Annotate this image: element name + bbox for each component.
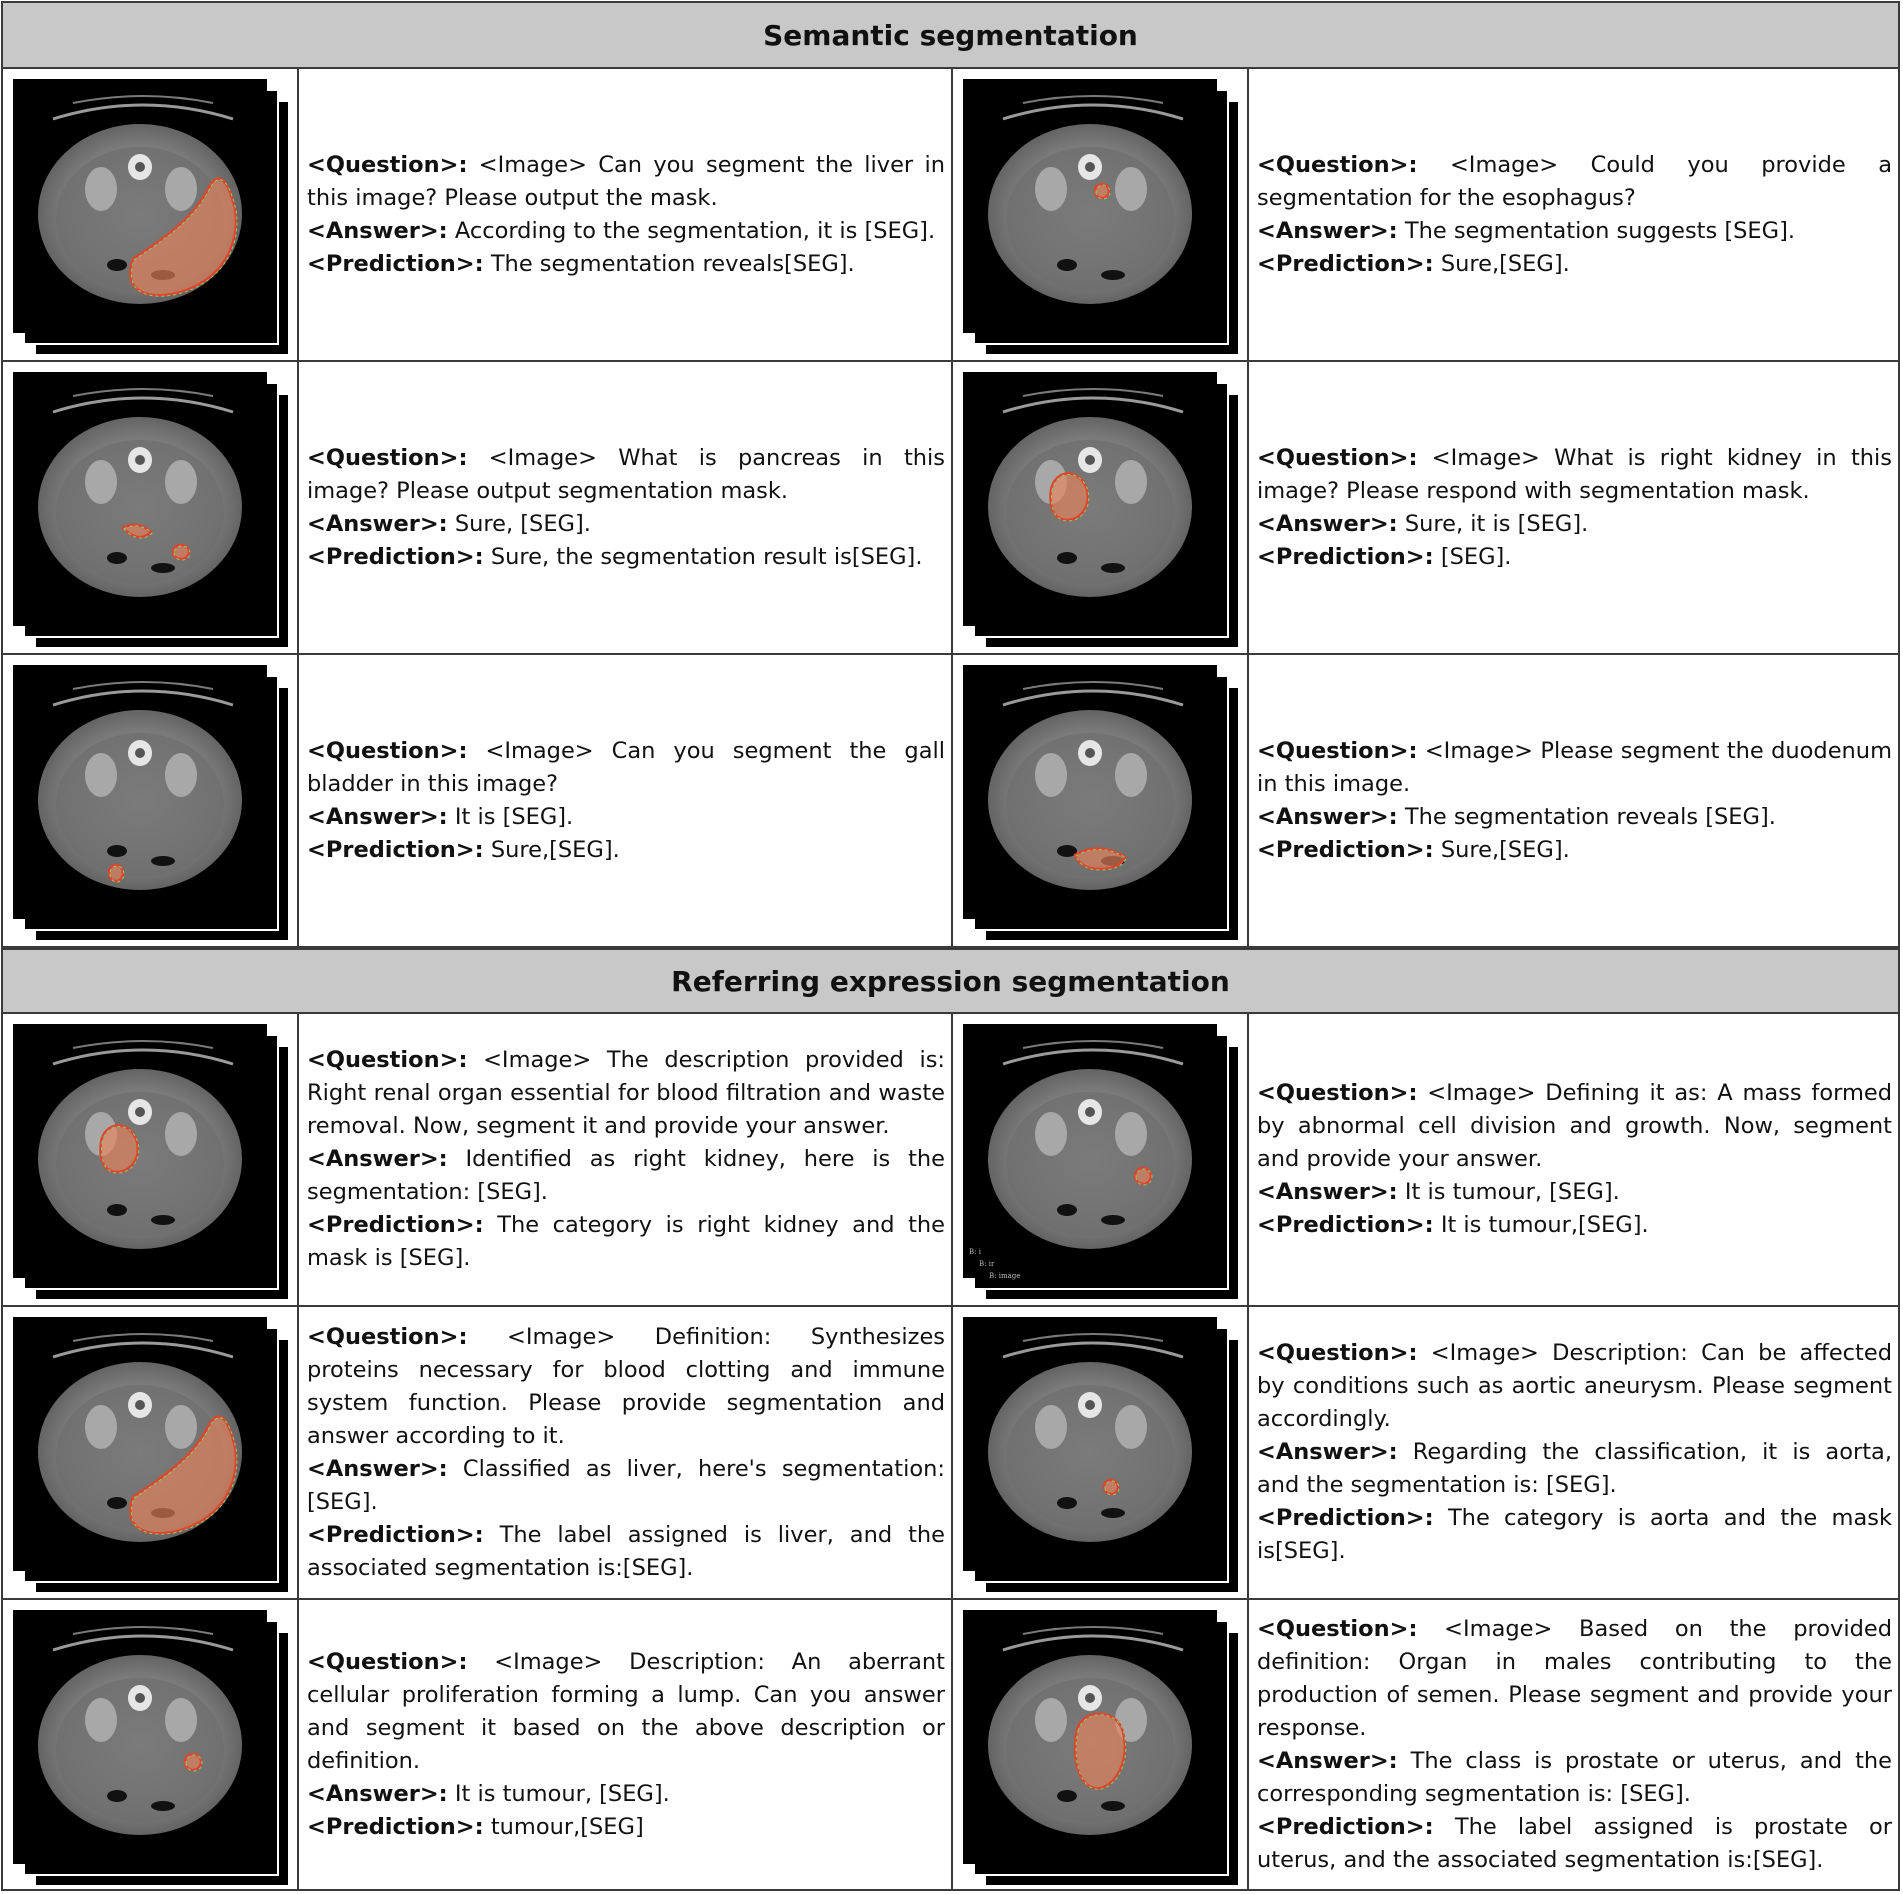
gas-pocket xyxy=(1057,552,1077,564)
prediction-label: <Prediction>: xyxy=(1257,1813,1434,1840)
question-label: <Question>: xyxy=(307,1648,468,1675)
example-row xyxy=(3,1307,1898,1600)
answer-text: It is [SEG]. xyxy=(454,803,574,830)
question-text: <Image> Description: Can be affected by conditions such as aortic aneurysm. Please segment accordingly. xyxy=(1257,1340,1892,1432)
spinal-canal xyxy=(1085,1400,1095,1410)
question-text: <Image> Please segment the duodenum in this image. xyxy=(1257,737,1892,797)
answer-text: It is tumour, [SEG]. xyxy=(454,1780,670,1807)
scan-cell xyxy=(953,1014,1249,1305)
question-text: <Image> Defining it as: A mass formed by abnormal cell division and growth. Now, segment and provide your answer. xyxy=(1257,1080,1892,1172)
kidney-left xyxy=(1035,1405,1067,1449)
prediction-text: [SEG]. xyxy=(1440,543,1512,570)
question-text: <Image> Description: An aberrant cellular proliferation forming a lump. Can you answer and segment it based on the above description or definition. xyxy=(307,1648,945,1774)
question-label: <Question>: xyxy=(307,1323,468,1350)
scan-overlay-label: B: i xyxy=(969,1248,981,1256)
prediction-text: It is tumour,[SEG]. xyxy=(1440,1212,1649,1238)
answer-label: <Answer>: xyxy=(1257,1439,1398,1465)
kidney-right xyxy=(1115,1112,1147,1156)
kidney-left xyxy=(85,460,117,504)
answer-label: <Answer>: xyxy=(307,1146,448,1172)
example-row xyxy=(3,655,1898,948)
prediction-text: The category is aorta and the mask is[SEG]. xyxy=(1257,1505,1892,1564)
figure-table xyxy=(1,1,1900,1891)
prediction-label: <Prediction>: xyxy=(307,1212,484,1238)
kidney-left xyxy=(85,167,117,211)
kidney-left xyxy=(1035,1112,1067,1156)
question-label: <Question>: xyxy=(307,444,468,471)
ct-scan-image-tumour xyxy=(963,1024,1239,1300)
kidney-right xyxy=(165,1698,197,1742)
kidney-right xyxy=(1115,167,1147,211)
answer-text: The class is prostate or uterus, and the corresponding segmentation is: [SEG]. xyxy=(1257,1747,1893,1807)
gas-pocket xyxy=(107,1204,127,1216)
ct-scan-image-liver xyxy=(13,1317,289,1593)
scan-cell xyxy=(3,1014,299,1305)
example-row xyxy=(3,362,1898,655)
prediction-label: <Prediction>: xyxy=(307,836,484,863)
spinal-canal xyxy=(135,162,145,172)
spinal-canal xyxy=(1085,455,1095,465)
prediction-text: The segmentation reveals[SEG]. xyxy=(490,250,855,277)
kidney-right xyxy=(1115,460,1147,504)
answer-label: <Answer>: xyxy=(1257,1179,1398,1205)
qa-cell xyxy=(1249,655,1898,946)
prediction-label: <Prediction>: xyxy=(307,543,484,570)
kidney-right xyxy=(1115,753,1147,797)
qa-text xyxy=(307,149,945,281)
ct-scan-image-prostate xyxy=(963,1610,1239,1886)
qa-text xyxy=(1257,1077,1892,1242)
section-title-referring: Referring expression segmentation xyxy=(3,948,1898,1014)
answer-label: <Answer>: xyxy=(307,217,448,244)
gas-pocket xyxy=(151,1215,175,1225)
question-label: <Question>: xyxy=(1257,1080,1418,1106)
gas-pocket xyxy=(107,259,127,271)
question-label: <Question>: xyxy=(1257,1615,1418,1642)
prediction-text: Sure,[SEG]. xyxy=(1440,836,1570,863)
qa-cell xyxy=(299,655,953,946)
prediction-label: <Prediction>: xyxy=(1257,1212,1434,1238)
qa-cell xyxy=(1249,69,1898,360)
prediction-text: Sure,[SEG]. xyxy=(490,836,620,863)
example-row xyxy=(3,69,1898,362)
answer-text: According to the segmentation, it is [SEG]. xyxy=(454,217,936,244)
answer-label: <Answer>: xyxy=(307,1455,448,1482)
scan-overlay-label: B: image xyxy=(989,1272,1021,1280)
qa-cell xyxy=(299,1307,953,1598)
answer-text: Regarding the classification, it is aorta, and the segmentation is: [SEG]. xyxy=(1257,1439,1892,1498)
question-label: <Question>: xyxy=(1257,444,1418,471)
segmentation-mask xyxy=(1051,474,1088,521)
qa-text xyxy=(1257,442,1892,574)
prediction-text: The category is right kidney and the mask is [SEG]. xyxy=(307,1212,945,1271)
example-row xyxy=(3,1600,1898,1889)
scan-cell xyxy=(953,1307,1249,1598)
spinal-canal xyxy=(1085,162,1095,172)
prediction-label: <Prediction>: xyxy=(307,250,484,277)
ct-scan-image-tumour xyxy=(13,1610,289,1886)
question-label: <Question>: xyxy=(307,737,468,764)
question-label: <Question>: xyxy=(307,1047,468,1073)
answer-label: <Answer>: xyxy=(1257,1747,1398,1774)
gas-pocket xyxy=(107,845,127,857)
scan-overlay-label: B: ir xyxy=(979,1260,995,1268)
ct-scan-image-liver xyxy=(13,79,289,355)
ct-scan-image-right-kidney xyxy=(13,1024,289,1300)
question-label: <Question>: xyxy=(1257,737,1418,764)
answer-text: Sure, it is [SEG]. xyxy=(1404,510,1589,537)
scan-cell xyxy=(3,69,299,360)
qa-text xyxy=(1257,1613,1892,1877)
ct-scan-image-aorta xyxy=(963,1317,1239,1593)
prediction-text: Sure, the segmentation result is[SEG]. xyxy=(490,543,923,570)
qa-text xyxy=(307,1321,945,1585)
answer-label: <Answer>: xyxy=(307,510,448,537)
spinal-canal xyxy=(135,1107,145,1117)
prediction-label: <Prediction>: xyxy=(307,1813,484,1840)
scan-cell xyxy=(953,362,1249,653)
ct-scan-image-right-kidney xyxy=(963,372,1239,648)
answer-text: Identified as right kidney, here is the segmentation: [SEG]. xyxy=(307,1146,946,1205)
ct-scan-image-gall-bladder xyxy=(13,665,289,941)
answer-label: <Answer>: xyxy=(1257,510,1398,537)
segmentation-mask xyxy=(1095,184,1109,198)
qa-text xyxy=(307,442,945,574)
question-text: <Image> Can you segment the liver in this image? Please output the mask. xyxy=(307,151,945,211)
prediction-label: <Prediction>: xyxy=(307,1521,484,1548)
qa-text xyxy=(307,735,945,867)
section-title-semantic: Semantic segmentation xyxy=(3,3,1898,69)
kidney-right xyxy=(165,460,197,504)
prediction-text: Sure,[SEG]. xyxy=(1440,250,1570,277)
qa-cell xyxy=(1249,1014,1898,1305)
kidney-right xyxy=(165,1405,197,1449)
question-label: <Question>: xyxy=(307,151,468,178)
prediction-label: <Prediction>: xyxy=(1257,543,1434,570)
qa-text xyxy=(1257,149,1892,281)
question-label: <Question>: xyxy=(1257,1340,1418,1366)
kidney-right xyxy=(165,167,197,211)
spinal-canal xyxy=(135,1400,145,1410)
scan-cell xyxy=(3,655,299,946)
qa-text xyxy=(307,1044,945,1275)
ct-scan-image-pancreas xyxy=(13,372,289,648)
scan-cell xyxy=(3,1307,299,1598)
qa-cell xyxy=(1249,1600,1898,1889)
spinal-canal xyxy=(135,455,145,465)
kidney-right xyxy=(165,1112,197,1156)
answer-label: <Answer>: xyxy=(307,803,448,830)
gas-pocket xyxy=(107,552,127,564)
answer-label: <Answer>: xyxy=(1257,217,1398,244)
qa-text xyxy=(1257,1337,1892,1568)
answer-text: Classified as liver, here's segmentation: [SEG]. xyxy=(307,1455,945,1515)
segmentation-mask xyxy=(1104,1480,1118,1494)
gas-pocket xyxy=(107,1790,127,1802)
kidney-left xyxy=(85,753,117,797)
qa-text xyxy=(1257,735,1892,867)
gas-pocket xyxy=(1101,563,1125,573)
prediction-label: <Prediction>: xyxy=(1257,250,1434,277)
kidney-left xyxy=(85,1405,117,1449)
gas-pocket xyxy=(107,1497,127,1509)
ct-scan-image-duodenum xyxy=(963,665,1239,941)
spinal-canal xyxy=(1085,1107,1095,1117)
question-text: <Image> Based on the provided definition: Organ in males contributing to the production of semen. Please segment and provide your response. xyxy=(1257,1615,1892,1741)
gas-pocket xyxy=(1101,1508,1125,1518)
gas-pocket xyxy=(151,563,175,573)
gas-pocket xyxy=(151,856,175,866)
gas-pocket xyxy=(1101,270,1125,280)
question-text: <Image> What is pancreas in this image? Please output segmentation mask. xyxy=(307,444,946,504)
answer-text: Sure, [SEG]. xyxy=(454,510,591,537)
qa-cell xyxy=(299,69,953,360)
kidney-left xyxy=(1035,1698,1067,1742)
gas-pocket xyxy=(1101,1801,1125,1811)
spinal-canal xyxy=(135,748,145,758)
question-text: <Image> The description provided is: Right renal organ essential for blood filtration and waste removal. Now, segment it and provide your answer. xyxy=(307,1047,946,1139)
answer-label: <Answer>: xyxy=(1257,803,1398,830)
gas-pocket xyxy=(1057,259,1077,271)
scan-cell xyxy=(3,1600,299,1889)
qa-cell xyxy=(299,362,953,653)
gas-pocket xyxy=(1101,1215,1125,1225)
scan-cell xyxy=(953,1600,1249,1889)
ct-scan-image-esophagus xyxy=(963,79,1239,355)
qa-text xyxy=(307,1646,945,1844)
question-text: <Image> Could you provide a segmentation for the esophagus? xyxy=(1257,151,1892,211)
segmentation-mask xyxy=(101,1126,138,1173)
question-text: <Image> What is right kidney in this image? Please respond with segmentation mask. xyxy=(1257,444,1893,504)
spinal-canal xyxy=(1085,1693,1095,1703)
spinal-canal xyxy=(135,1693,145,1703)
spinal-canal xyxy=(1085,748,1095,758)
answer-label: <Answer>: xyxy=(307,1780,448,1807)
answer-text: The segmentation reveals [SEG]. xyxy=(1404,803,1776,830)
scan-cell xyxy=(3,362,299,653)
question-text: <Image> Can you segment the gall bladder in this image? xyxy=(307,737,945,797)
kidney-left xyxy=(1035,753,1067,797)
kidney-left xyxy=(1035,167,1067,211)
gas-pocket xyxy=(151,1801,175,1811)
scan-cell xyxy=(953,69,1249,360)
prediction-text: tumour,[SEG] xyxy=(490,1813,644,1840)
answer-text: It is tumour, [SEG]. xyxy=(1404,1179,1620,1205)
question-label: <Question>: xyxy=(1257,151,1418,178)
qa-cell xyxy=(1249,362,1898,653)
qa-cell xyxy=(299,1600,953,1889)
kidney-right xyxy=(165,753,197,797)
prediction-label: <Prediction>: xyxy=(1257,836,1434,863)
kidney-right xyxy=(1115,1405,1147,1449)
kidney-left xyxy=(85,1698,117,1742)
gas-pocket xyxy=(1057,1790,1077,1802)
gas-pocket xyxy=(1057,1204,1077,1216)
scan-cell xyxy=(953,655,1249,946)
qa-cell xyxy=(1249,1307,1898,1598)
gas-pocket xyxy=(1057,1497,1077,1509)
prediction-text: The label assigned is prostate or uterus, and the associated segmentation is:[SEG]. xyxy=(1257,1813,1893,1873)
qa-cell xyxy=(299,1014,953,1305)
prediction-text: The label assigned is liver, and the associated segmentation is:[SEG]. xyxy=(307,1521,945,1581)
example-row xyxy=(3,1014,1898,1307)
answer-text: The segmentation suggests [SEG]. xyxy=(1404,217,1796,244)
question-text: <Image> Definition: Synthesizes proteins necessary for blood clotting and immune system function. Please provide segmentation and answer according to it. xyxy=(307,1323,946,1449)
prediction-label: <Prediction>: xyxy=(1257,1505,1434,1531)
